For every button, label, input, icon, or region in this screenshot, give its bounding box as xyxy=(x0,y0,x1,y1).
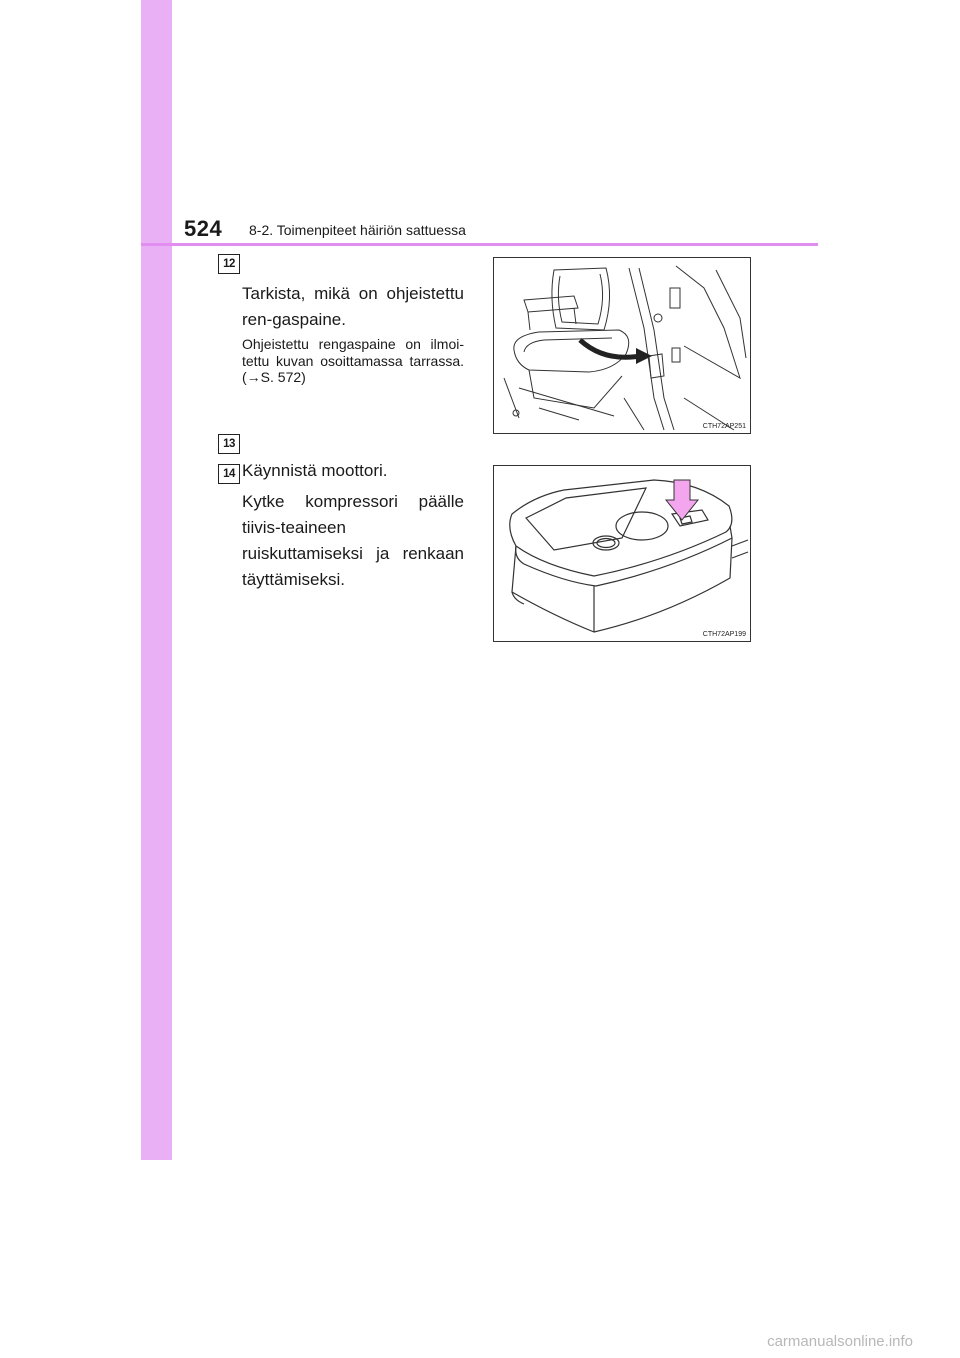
pointer-arrow-icon xyxy=(666,480,698,520)
figure-code: CTH72AP251 xyxy=(702,423,746,430)
step-12-note: Ohjeistettu rengaspaine on ilmoi-tettu kuvan osoittamassa tarrassa. (→S. 572) xyxy=(242,336,464,385)
car-seat-door-illustration xyxy=(494,258,750,433)
step-number-13: 13 xyxy=(218,434,240,454)
chapter-sidebar-tab xyxy=(141,0,172,1160)
figure-compressor-switch xyxy=(493,465,751,642)
step-14-text: Kytke kompressori päälle tiivis-teaineen ruiskuttamiseksi ja renkaan täyttämiseksi. xyxy=(242,492,464,589)
page-number: 524 xyxy=(184,216,223,241)
step-13-text: Käynnistä moottori. xyxy=(242,461,388,480)
footer-watermark: carmanualsonline.info xyxy=(767,1333,913,1350)
figure-code: CTH72AP199 xyxy=(702,631,746,638)
figure-door-pillar-label xyxy=(493,257,751,434)
step-number-14: 14 xyxy=(218,464,240,484)
compressor-illustration xyxy=(494,466,750,641)
step-12-text: Tarkista, mikä on ohjeistettu ren-gaspaine. xyxy=(242,284,464,329)
header-divider xyxy=(141,243,818,246)
step-number-12: 12 xyxy=(218,254,240,274)
section-title: 8-2. Toimenpiteet häiriön sattuessa xyxy=(249,222,466,238)
